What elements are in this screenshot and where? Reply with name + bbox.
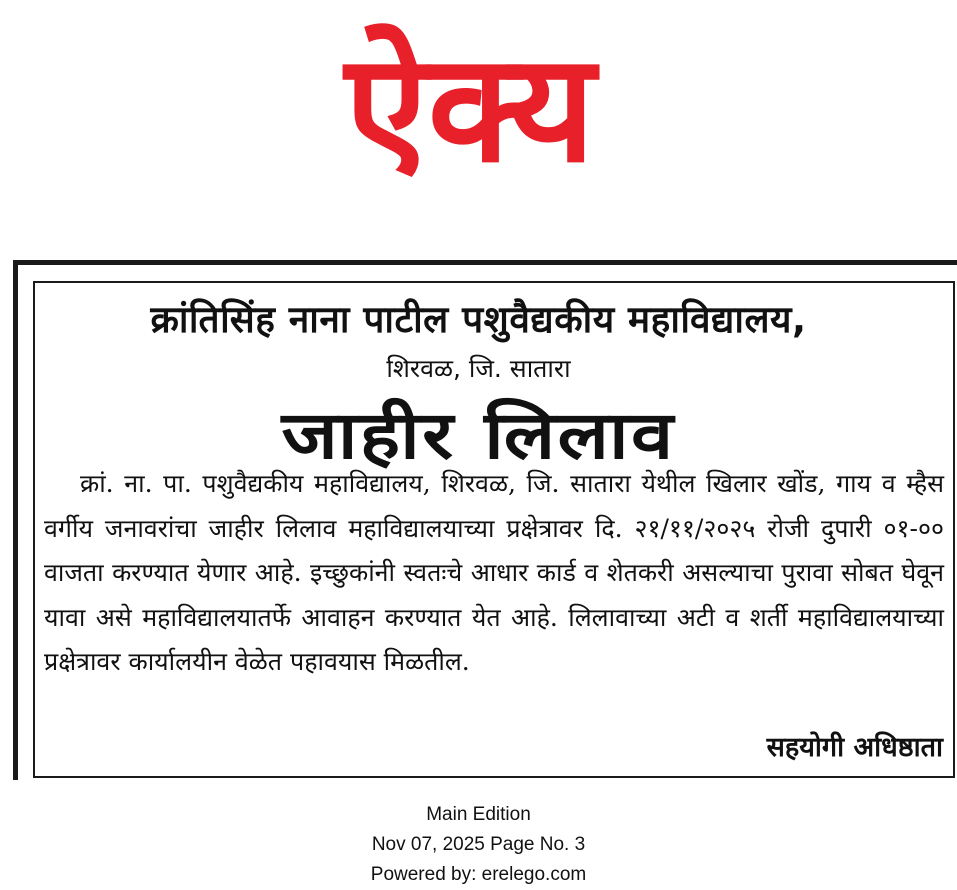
notice-body: क्रां. ना. पा. पशुवैद्यकीय महाविद्यालय, शिरवळ, जि. सातारा येथील खिलार खोंड, गाय व म्हैस वर्गीय जनावरांचा जाहीर लिलाव महाविद्यालयाच्या प्रक्षेत्रावर दि. २१/११/२०२५ रोजी दुपारी ०१-०० वाजता करण्यात येणार आहे. इच्छुकांनी स्वतःचे आधार कार्ड व शेतकरी असल्याचा पुरावा सोबत घेवून यावा असे महाविद्यालयातर्फे आवाहन करण्यात येत आहे. लिलावाच्या अटी व शर्ती महाविद्यालयाच्या प्रक्षेत्रावर कार्यालयीन वेळेत पहावयास मिळतील. [44,469,944,677]
date-page-label: Nov 07, 2025 Page No. 3 [371,834,586,855]
newspaper-logo [300,18,640,208]
institution-name: क्रांतिसिंह नाना पाटील पशुवैद्यकीय महाविद्यालय, [150,298,807,341]
aikya-logo-graphic [300,18,640,208]
page-footer [0,800,957,890]
edition-label: Main Edition [426,804,531,825]
signature: सहयोगी अधिष्ठाता [766,732,943,763]
notice-heading: जाहीर लिलाव [281,397,676,474]
institution-location: शिरवळ, जि. सातारा [386,354,571,383]
logo-wordmark: ऐक्य [344,22,596,196]
powered-by-label: Powered by: erelego.com [370,864,587,885]
